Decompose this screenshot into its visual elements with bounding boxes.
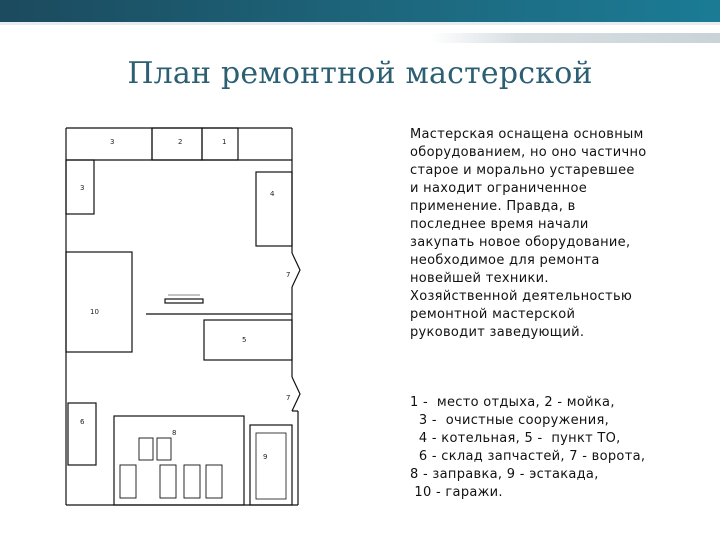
legend-line: 4 - котельная, 5 - пункт ТО,	[410, 431, 621, 446]
plan-zone-8	[114, 416, 244, 505]
plan-label-5: 5	[242, 336, 247, 344]
plan-room-2	[152, 128, 202, 160]
plan-label-9: 9	[263, 453, 268, 461]
plan-room-10	[66, 252, 132, 352]
plan-room-6	[68, 403, 96, 465]
plan-room-4	[256, 172, 292, 246]
legend-line: 8 - заправка, 9 - эстакада,	[410, 467, 599, 482]
plan-label-8: 8	[172, 429, 177, 437]
slide-title: План ремонтной мастерской	[127, 56, 593, 91]
workshop-floor-plan	[60, 120, 320, 515]
top-divider	[0, 22, 720, 25]
workshop-description: Мастерская оснащена основным оборудованием, но оно частично старое и морально устаревшее и находит ограниченное применение. Правда, в последнее время начали закупать новое оборудование, необходимое для ремонта новейшей техники. Хозяйственной деятельностью ремонтной мастерской руководит заведующий.	[410, 127, 647, 340]
plan-label-7-upper: 7	[286, 271, 291, 279]
banner-shadow	[430, 33, 720, 43]
plan-label-4: 4	[270, 190, 275, 198]
plan-label-6: 6	[80, 418, 85, 426]
legend-line: 3 - очистные сооружения,	[410, 413, 610, 428]
top-banner	[0, 0, 720, 22]
plan-equipment	[165, 299, 203, 303]
plan-room-5	[204, 320, 292, 360]
plan-legend	[410, 394, 710, 502]
legend-line: 1 - место отдыха, 2 - мойка,	[410, 395, 615, 410]
plan-room-1	[202, 128, 238, 160]
plan-label-10: 10	[90, 308, 99, 316]
plan-gate-upper	[292, 253, 300, 287]
plan-label-3: 3	[80, 184, 85, 192]
plan-label-7-lower: 7	[286, 394, 291, 402]
legend-line: 10 - гаражи.	[410, 485, 503, 500]
plan-gate-lower	[292, 377, 300, 411]
plan-label-1: 1	[222, 138, 227, 146]
plan-label-2: 2	[178, 138, 183, 146]
plan-label-3-top: 3	[110, 138, 115, 146]
legend-line: 6 - склад запчастей, 7 - ворота,	[410, 449, 646, 464]
